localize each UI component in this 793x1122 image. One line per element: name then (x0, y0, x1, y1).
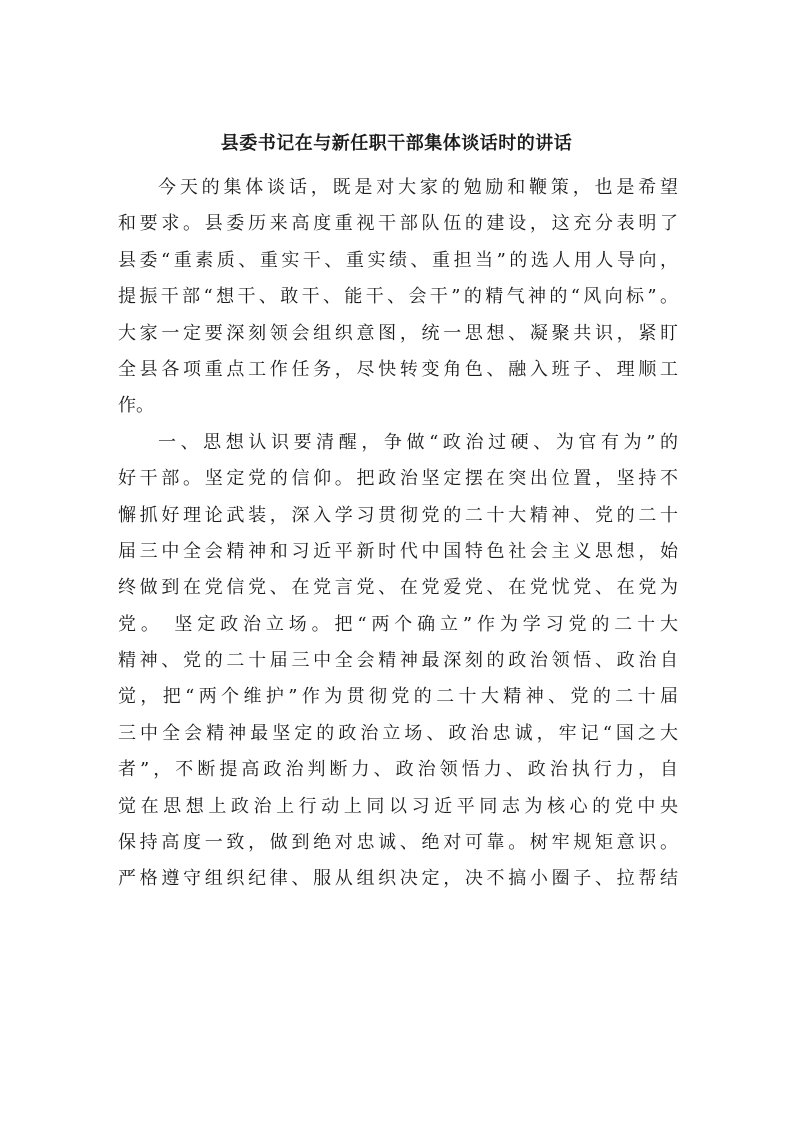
paragraph-1-line: 今天的集体谈话，既是对大家的勉励和鞭策，也是希望 (158, 177, 678, 198)
paragraph-2-line: 一、思想认识要清醒，争做“政治过硬、为官有为”的 (158, 431, 678, 453)
paragraph-2-line: 懈抓好理论武装，深入学习贯彻党的二十大精神、党的二十 (118, 504, 678, 526)
paragraph-2-line: 严格遵守组织纪律、服从组织决定，决不搞小圈子、拉帮结 (118, 868, 678, 890)
paragraph-2-line: 觉，把“两个维护”作为贯彻党的二十大精神、党的二十届 (118, 686, 678, 708)
paragraph-2-line: 者”，不断提高政治判断力、政治领悟力、政治执行力，自 (118, 759, 678, 781)
paragraph-2-line: 终做到在党信党、在党言党、在党爱党、在党忧党、在党为 (118, 577, 678, 599)
paragraph-2-line: 届三中全会精神和习近平新时代中国特色社会主义思想，始 (118, 540, 678, 562)
paragraph-1-line: 县委“重素质、重实干、重实绩、重担当”的选人用人导向， (118, 249, 678, 271)
paragraph-1-line: 全县各项重点工作任务，尽快转变角色、融入班子、理顺工 (118, 358, 678, 380)
paragraph-1-line: 提振干部“想干、敢干、能干、会干”的精气神的“风向标”。 (118, 286, 678, 308)
document-title: 县委书记在与新任职干部集体谈话时的讲话 (220, 133, 573, 154)
paragraph-2-line: 好干部。坚定党的信仰。把政治坚定摆在突出位置，坚持不 (118, 468, 678, 490)
paragraph-2-line: 保持高度一致，做到绝对忠诚、绝对可靠。树牢规矩意识。 (118, 832, 678, 854)
paragraph-2-line: 精神、党的二十届三中全会精神最深刻的政治领悟、政治自 (118, 650, 678, 672)
document-body (118, 170, 678, 898)
paragraph-1-line: 大家一定要深刻领会组织意图，统一思想、凝聚共识，紧盯 (118, 322, 678, 344)
paragraph-1-line: 和要求。县委历来高度重视干部队伍的建设，这充分表明了 (118, 213, 678, 235)
paragraph-1-line: 作。 (118, 395, 154, 417)
paragraph-2-line: 三中全会精神最坚定的政治立场、政治忠诚，牢记“国之大 (118, 722, 678, 744)
paragraph-2-line: 觉在思想上政治上行动上同以习近平同志为核心的党中央 (118, 795, 678, 817)
paragraph-2-line: 党。 坚定政治立场。把“两个确立”作为学习党的二十大 (118, 613, 678, 635)
